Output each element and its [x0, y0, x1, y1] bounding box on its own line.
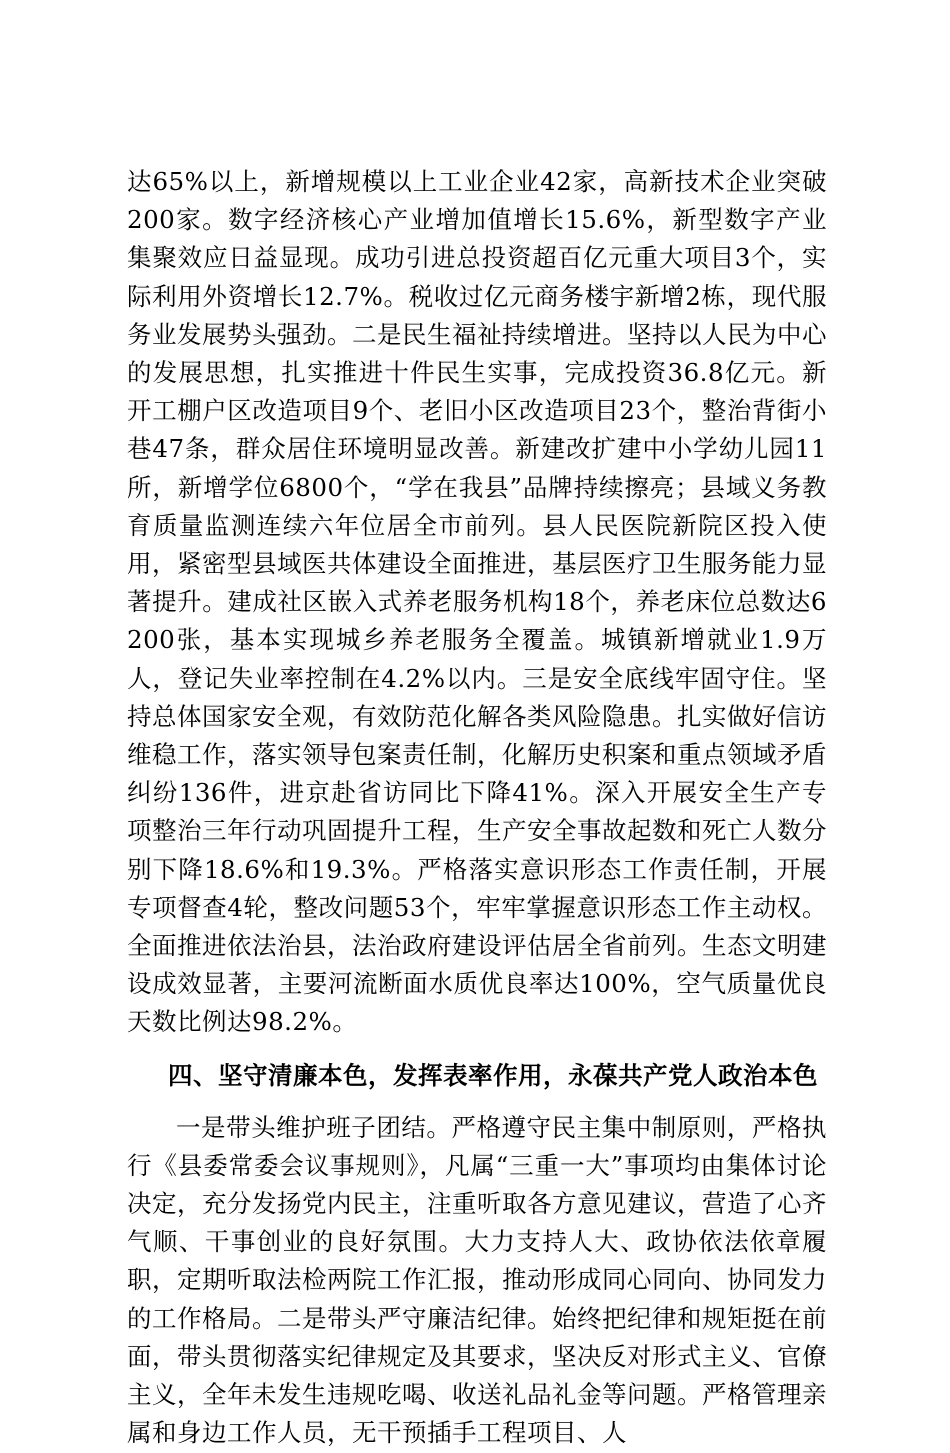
body-paragraph-continued: 达65%以上，新增规模以上工业企业42家，高新技术企业突破200家。数字经济核心产业增加值增长15.6%，新型数字产业集聚效应日益显现。成功引进总投资超百亿元重大项目3个，实际利用外资增长12.7%。税收过亿元商务楼宇新增2栋，现代服务业发展势头强劲。二是民生福祉持续增进。坚持以人民为中心的发展思想，扎实推进十件民生实事，完成投资36.8亿元。新开工棚户区改造项目9个、老旧小区改造项目23个，整治背街小巷47条，群众居住环境明显改善。新建改扩建中小学幼儿园11所，新增学位6800个，“学在我县”品牌持续擦亮；县域义务教育质量监测连续六年位居全市前列。县人民医院新院区投入使用，紧密型县域医共体建设全面推进，基层医疗卫生服务能力显著提升。建成社区嵌入式养老服务机构18个，养老床位总数达6200张，基本实现城乡养老服务全覆盖。城镇新增就业1.9万人，登记失业率控制在4.2%以内。三是安全底线牢固守住。坚持总体国家安全观，有效防范化解各类风险隐患。扎实做好信访维稳工作，落实领导包案责任制，化解历史积案和重点领域矛盾纠纷136件，进京赴省访同比下降41%。深入开展安全生产专项整治三年行动巩固提升工程，生产安全事故起数和死亡人数分别下降18.6%和19.3%。严格落实意识形态工作责任制，开展专项督查4轮，整改问题53个，牢牢掌握意识形态工作主动权。全面推进依法治县，法治政府建设评估居全省前列。生态文明建设成效显著，主要河流断面水质优良率达100%，空气质量优良天数比例达98.2%。: [127, 167, 827, 1037]
document-page: [127, 163, 827, 1453]
section-heading-4: 四、坚守清廉本色，发挥表率作用，永葆共产党人政治本色: [168, 1060, 818, 1090]
body-paragraph-section-4: 一是带头维护班子团结。严格遵守民主集中制原则，严格执行《县委常委会议事规则》，凡属“三重一大”事项均由集体讨论决定，充分发扬党内民主，注重听取各方意见建议，营造了心齐气顺、干事创业的良好氛围。大力支持人大、政协依法依章履职，定期听取法检两院工作汇报，推动形成同心同向、协同发力的工作格局。二是带头严守廉洁纪律。始终把纪律和规矩挺在前面，带头贯彻落实纪律规定及其要求，坚决反对形式主义、官僚主义，全年未发生违规吃喝、收送礼品礼金等问题。严格管理亲属和身边工作人员，无干预插手工程项目、人: [127, 1112, 827, 1448]
